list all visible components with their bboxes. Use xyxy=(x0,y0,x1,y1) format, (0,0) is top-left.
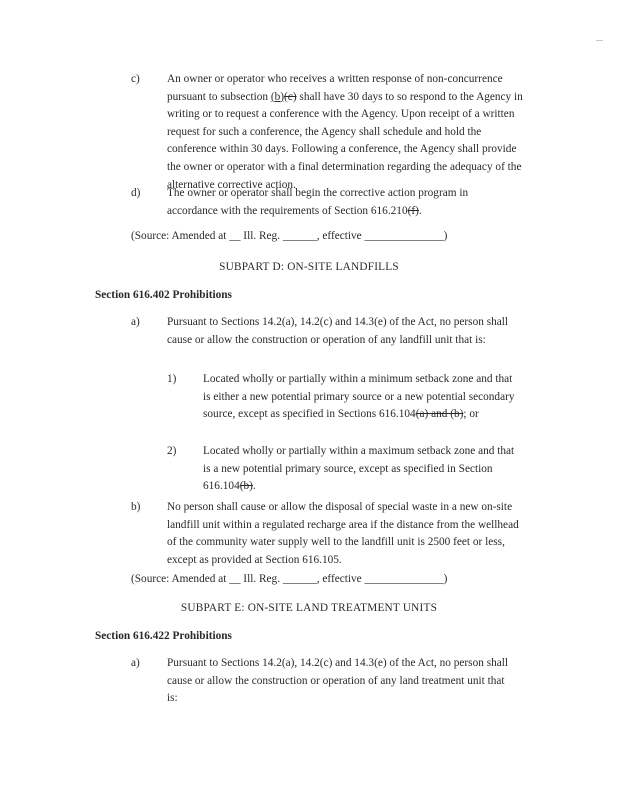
s402-a1-text xyxy=(203,371,521,424)
subpart-d-title: SUBPART D: ON-SITE LANDFILLS xyxy=(219,261,399,273)
deleted-reference: (c) xyxy=(284,90,297,103)
s402-a2-text-b: . xyxy=(252,480,256,493)
deleted-reference: (f) xyxy=(407,204,419,217)
subsection-c-text-b: shall have 30 days to so respond to the Agency in writing or to request a conference with the Agency. Upon receipt of a written request for such a conference, the Agency shall schedule and hold the conference within 30 days. Following a conference, the Agency shall provide the owner or operator with a final determination regarding the adequacy of the alternative corrective action. xyxy=(167,90,523,191)
s422-a-label: a) xyxy=(131,657,140,669)
subsection-d-text-b: . xyxy=(418,204,422,217)
s402-a1-text-b: ; or xyxy=(463,408,479,421)
subsection-d-text-a: The owner or operator shall begin the corrective action program in accordance with the requirements of Section 616.210 xyxy=(167,187,469,217)
section-616-402-heading: Section 616.402 Prohibitions xyxy=(95,289,232,301)
s402-a2-text xyxy=(203,443,521,496)
subpart-e-title: SUBPART E: ON-SITE LAND TREATMENT UNITS xyxy=(180,602,438,614)
s422-a-text: Pursuant to Sections 14.2(a), 14.2(c) and 14.3(e) of the Act, no person shall cause or allow the construction or operation of any land treatment unit that is: xyxy=(167,657,509,705)
scan-mark xyxy=(596,40,603,41)
subsection-d-label: d) xyxy=(131,187,141,199)
s402-b-label: b) xyxy=(131,501,141,513)
section-616-422-heading: Section 616.422 Prohibitions xyxy=(95,630,232,642)
s402-a-text: Pursuant to Sections 14.2(a), 14.2(c) and 14.3(e) of the Act, no person shall cause or allow the construction or operation of any landfill unit that is: xyxy=(167,316,509,346)
deleted-reference: (b) xyxy=(239,480,253,493)
source-note: (Source: Amended at __ Ill. Reg. ______, effective ______________) xyxy=(131,230,448,242)
subsection-d-text xyxy=(167,185,515,220)
subsection-c-text-a: An owner or operator who receives a written response of non-concurrence pursuant to subsection xyxy=(167,73,503,103)
s402-a1-text-a: Located wholly or partially within a minimum setback zone and that is either a new potential primary source or a new potential secondary source, except as specified in Sections 616.104 xyxy=(203,373,515,421)
subsection-c-text xyxy=(167,71,527,194)
deleted-reference: (a) and (b) xyxy=(415,408,464,421)
s402-a2-label: 2) xyxy=(167,445,177,457)
source-note: (Source: Amended at __ Ill. Reg. ______, effective ______________) xyxy=(131,573,448,585)
s402-a1-label: 1) xyxy=(167,373,177,385)
inserted-reference: (b) xyxy=(270,90,285,103)
s402-b-text: No person shall cause or allow the disposal of special waste in a new on-site landfill unit within a regulated recharge area if the distance from the wellhead of the community water supply well to the landfill unit is 2500 feet or less, except as provided at Section 616.105. xyxy=(167,501,519,566)
subsection-c-label: c) xyxy=(131,73,140,85)
s402-a-label: a) xyxy=(131,316,140,328)
s402-a2-text-a: Located wholly or partially within a maximum setback zone and that is a new potential primary source, except as specified in Section 616.104 xyxy=(203,445,515,493)
